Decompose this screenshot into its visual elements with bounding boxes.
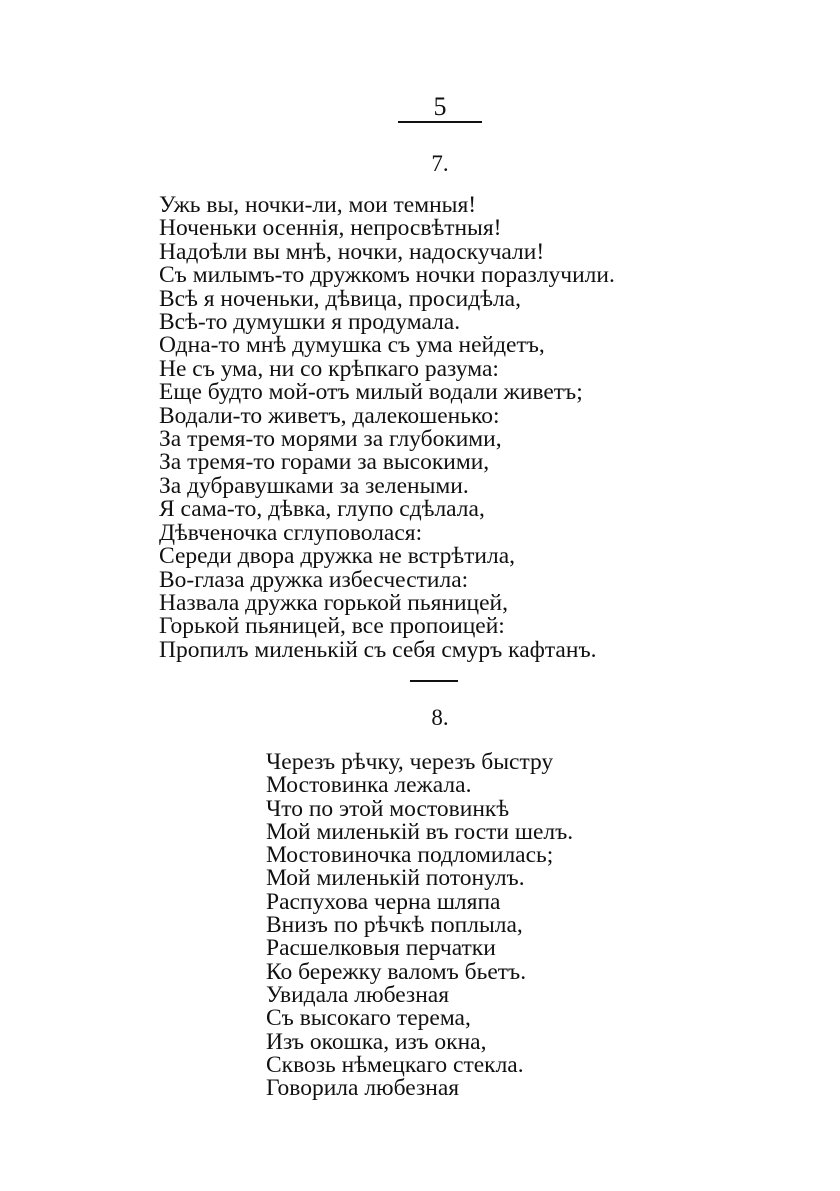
verse-line: Ужь вы, ночки-ли, мои темныя! bbox=[159, 192, 477, 218]
verse-line: Изъ окошка, изъ окна, bbox=[266, 1028, 487, 1055]
verse-line: Расшелковыя перчатки bbox=[266, 935, 496, 962]
verse-line: Водали-то живетъ, далекошенько: bbox=[159, 402, 500, 429]
verse-line: Одна-то мнѣ думушка съ ума нейдетъ, bbox=[159, 332, 545, 359]
section-divider bbox=[410, 680, 458, 682]
verse-line: Распухова черна шляпа bbox=[266, 888, 501, 915]
verse-line: Пропилъ миленькій съ себя смуръ кафтанъ. bbox=[159, 636, 597, 663]
verse-line: Съ милымъ-то дружкомъ ночки поразлучили. bbox=[159, 262, 615, 289]
page-number-rule bbox=[398, 121, 482, 123]
verse-line: Увидала любезная bbox=[266, 981, 450, 1008]
verse-line: Середи двора дружка не встрѣтила, bbox=[159, 543, 516, 570]
verse-line: За тремя-то морями за глубокими, bbox=[159, 426, 502, 453]
verse-line: Что по этой мостовинкѣ bbox=[266, 795, 510, 822]
verse-line: Говорила любезная bbox=[266, 1075, 460, 1102]
verse-line: Мой миленькій въ гости шелъ. bbox=[266, 818, 574, 845]
verse-line: За тремя-то горами за высокими, bbox=[159, 449, 490, 476]
page-number: 5 bbox=[433, 92, 447, 121]
verse-line: Надоѣли вы мнѣ, ночки, надоскучали! bbox=[159, 238, 545, 265]
verse-line: Мостовиночка подломилась; bbox=[266, 842, 554, 869]
verse-line: Внизъ по рѣчкѣ поплыла, bbox=[266, 912, 523, 939]
verse-line: Всѣ я ноченьки, дѣвица, просидѣла, bbox=[159, 285, 521, 312]
verse-line: Не съ ума, ни со крѣпкаго разума: bbox=[159, 355, 499, 382]
verse-line: Мой миленькій потонулъ. bbox=[266, 865, 525, 892]
verse-line: Еще будто мой-отъ милый водали живетъ; bbox=[159, 379, 583, 406]
verse-line: Съ высокаго терема, bbox=[266, 1005, 471, 1032]
verse-line: Я сама-то, дѣвка, глупо сдѣлала, bbox=[159, 496, 485, 523]
verse-line: Горькой пьяницей, все пропоицей: bbox=[159, 613, 505, 640]
poem-text bbox=[159, 194, 615, 662]
verse-line: За дубравушками за зелеными. bbox=[159, 472, 469, 499]
verse-line: Во-глаза дружка избесчестила: bbox=[159, 566, 469, 593]
poem-number: 7. bbox=[431, 151, 449, 176]
verse-line: Ноченьки осеннія, непросвѣтныя! bbox=[159, 215, 502, 242]
verse-line: Мостовинка лежала. bbox=[266, 772, 472, 799]
verse-line: Всѣ-то думушки я продумала. bbox=[159, 309, 461, 336]
verse-line: Черезъ рѣчку, черезъ быстру bbox=[266, 749, 554, 775]
poem-text bbox=[266, 751, 573, 1100]
verse-line: Дѣвченочка сглуповолася: bbox=[159, 519, 423, 546]
verse-line: Ко бережку валомъ бьетъ. bbox=[266, 958, 527, 985]
verse-line: Назвала дружка горькой пьяницей, bbox=[159, 589, 508, 616]
poem-number: 8. bbox=[431, 705, 449, 730]
verse-line: Сквозь нѣмецкаго стекла. bbox=[266, 1051, 524, 1078]
